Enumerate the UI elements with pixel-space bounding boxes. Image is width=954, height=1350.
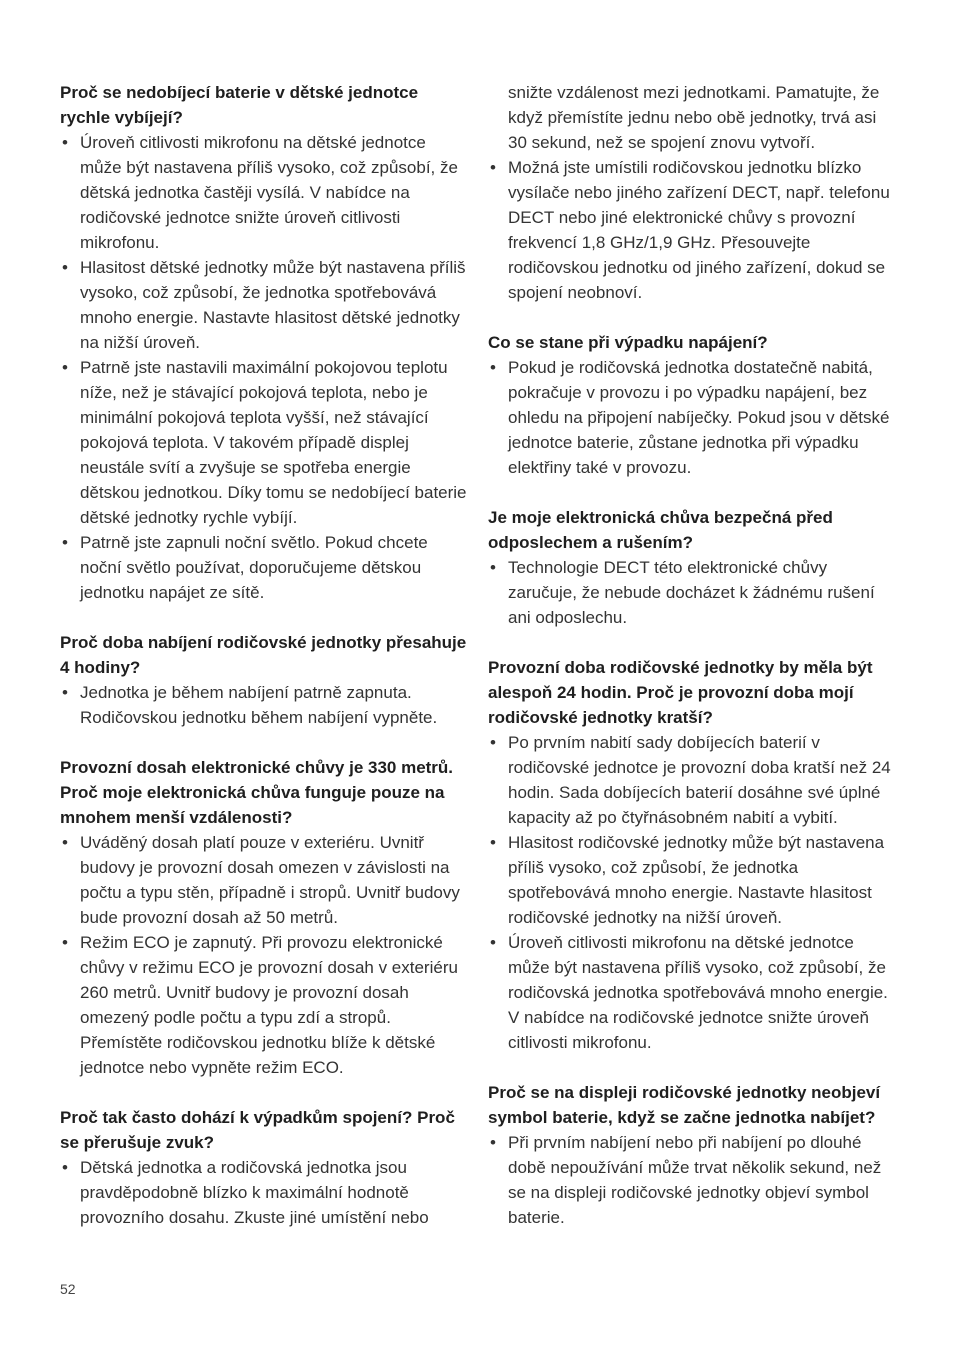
answer-item: • Pokud je rodičovská jednotka dostatečně nabitá, pokračuje v provozu i po výpadku napájení, bez ohledu na připojení nabíječky. Pokud jsou v dětské jednotce baterie, zůstane jednotka při výpadku elektřiny také v provozu. <box>488 355 898 480</box>
answer-list <box>488 80 898 305</box>
faq-question: Provozní dosah elektronické chůvy je 330 metrů. Proč moje elektronická chůva funguje pouze na mnohem menší vzdálenosti? <box>60 758 454 827</box>
answer-item: • Jednotka je během nabíjení patrně zapnuta. Rodičovskou jednotku během nabíjení vypněte. <box>60 680 470 730</box>
faq-section <box>60 80 470 605</box>
answer-item: • Úroveň citlivosti mikrofonu na dětské jednotce může být nastavena příliš vysoko, což způsobí, že rodičovská jednotka spotřebovává mnoho energie. V nabídce na rodičovské jednotce snižte úroveň citlivosti mikrofonu. <box>488 930 898 1055</box>
page-number: 52 <box>60 1281 76 1297</box>
answer-item: • Uváděný dosah platí pouze v exteriéru. Uvnitř budovy je provozní dosah omezen v závislosti na počtu a typu stěn, případně i stropů. Uvnitř budovy bude provozní dosah až 50 metrů. <box>60 830 470 930</box>
answer-list <box>60 130 470 605</box>
answer-item: • Při prvním nabíjení nebo při nabíjení po dlouhé době nepoužívání může trvat několik sekund, než se na displeji rodičovské jednotky objeví symbol baterie. <box>488 1130 898 1230</box>
faq-section <box>60 1105 470 1230</box>
answer-item: • Patrně jste nastavili maximální pokojovou teplotu níže, než je stávající pokojová teplota, nebo je minimální pokojová teplota vyšší, než stávající pokojová teplota. V takovém případě displej neustále svítí a zvyšuje se spotřeba energie dětskou jednotkou. Díky tomu se nedobíjecí baterie dětské jednotky rychle vybíjí. <box>60 355 470 530</box>
faq-section <box>60 755 470 1080</box>
answer-list <box>60 1155 470 1230</box>
faq-section <box>488 655 898 1055</box>
faq-section <box>488 330 898 480</box>
answer-item-continued: snižte vzdálenost mezi jednotkami. Pamatujte, že když přemístíte jednu nebo obě jednotky, trvá asi 30 sekund, než se spojení znovu vytvoří. <box>508 83 880 152</box>
right-column <box>488 80 898 1255</box>
faq-section <box>488 505 898 630</box>
faq-section <box>60 630 470 730</box>
faq-question: Proč doba nabíjení rodičovské jednotky přesahuje 4 hodiny? <box>60 633 467 677</box>
answer-item: • Dětská jednotka a rodičovská jednotka jsou pravděpodobně blízko k maximální hodnotě provozního dosahu. Zkuste jiné umístění nebo <box>60 1155 470 1230</box>
answer-item: • Úroveň citlivosti mikrofonu na dětské jednotce může být nastavena příliš vysoko, což způsobí, že dětská jednotka častěji vysílá. V nabídce na rodičovské jednotce snižte úroveň citlivosti mikrofonu. <box>60 130 470 255</box>
answer-item: • Hlasitost rodičovské jednotky může být nastavena příliš vysoko, což způsobí, že jednotka spotřebovává mnoho energie. Nastavte hlasitost rodičovské jednotky na nižší úroveň. <box>488 830 898 930</box>
answer-list <box>60 680 470 730</box>
faq-question: Je moje elektronická chůva bezpečná před odposlechem a rušením? <box>488 508 833 552</box>
faq-question: Proč se na displeji rodičovské jednotky neobjeví symbol baterie, když se začne jednotka nabíjet? <box>488 1083 881 1127</box>
answer-list <box>488 555 898 630</box>
faq-section <box>488 80 898 305</box>
faq-question: Provozní doba rodičovské jednotky by měla být alespoň 24 hodin. Proč je provozní doba mojí rodičovské jednotky kratší? <box>488 658 873 727</box>
answer-item: • Hlasitost dětské jednotky může být nastavena příliš vysoko, což způsobí, že jednotka spotřebovává mnoho energie. Nastavte hlasitost dětské jednotky na nižší úroveň. <box>60 255 470 355</box>
answer-list <box>488 1130 898 1230</box>
faq-question: Proč se nedobíjecí baterie v dětské jednotce rychle vybíjejí? <box>60 83 419 127</box>
answer-list <box>60 830 470 1080</box>
answer-item: • Technologie DECT této elektronické chůvy zaručuje, že nebude docházet k žádnému rušení ani odposlechu. <box>488 555 898 630</box>
answer-list <box>488 730 898 1055</box>
answer-item: • Režim ECO je zapnutý. Při provozu elektronické chůvy v režimu ECO je provozní dosah v exteriéru 260 metrů. Uvnitř budovy je provozní dosah omezený podle počtu a typu zdí a stropů. Přemístěte rodičovskou jednotku blíže k dětské jednotce nebo vypněte režim ECO. <box>60 930 470 1080</box>
answer-item: • Možná jste umístili rodičovskou jednotku blízko vysílače nebo jiného zařízení DECT, např. telefonu DECT nebo jiné elektronické chůvy s provozní frekvencí 1,8 GHz/1,9 GHz. Přesouvejte rodičovskou jednotku od jiného zařízení, dokud se spojení neobnoví. <box>488 155 898 305</box>
answer-item: • Patrně jste zapnuli noční světlo. Pokud chcete noční světlo používat, doporučujeme dětskou jednotku napájet ze sítě. <box>60 530 470 605</box>
answer-list <box>488 355 898 480</box>
faq-question: Proč tak často dohází k výpadkům spojení? Proč se přerušuje zvuk? <box>60 1108 455 1152</box>
faq-section <box>488 1080 898 1230</box>
answer-item: • Po prvním nabití sady dobíjecích baterií v rodičovské jednotce je provozní doba kratší než 24 hodin. Sada dobíjecích baterií dosáhne své úplné kapacity až po čtyřnásobném nabití a vybití. <box>488 730 898 830</box>
faq-question: Co se stane při výpadku napájení? <box>488 333 768 352</box>
left-column <box>60 80 470 1255</box>
